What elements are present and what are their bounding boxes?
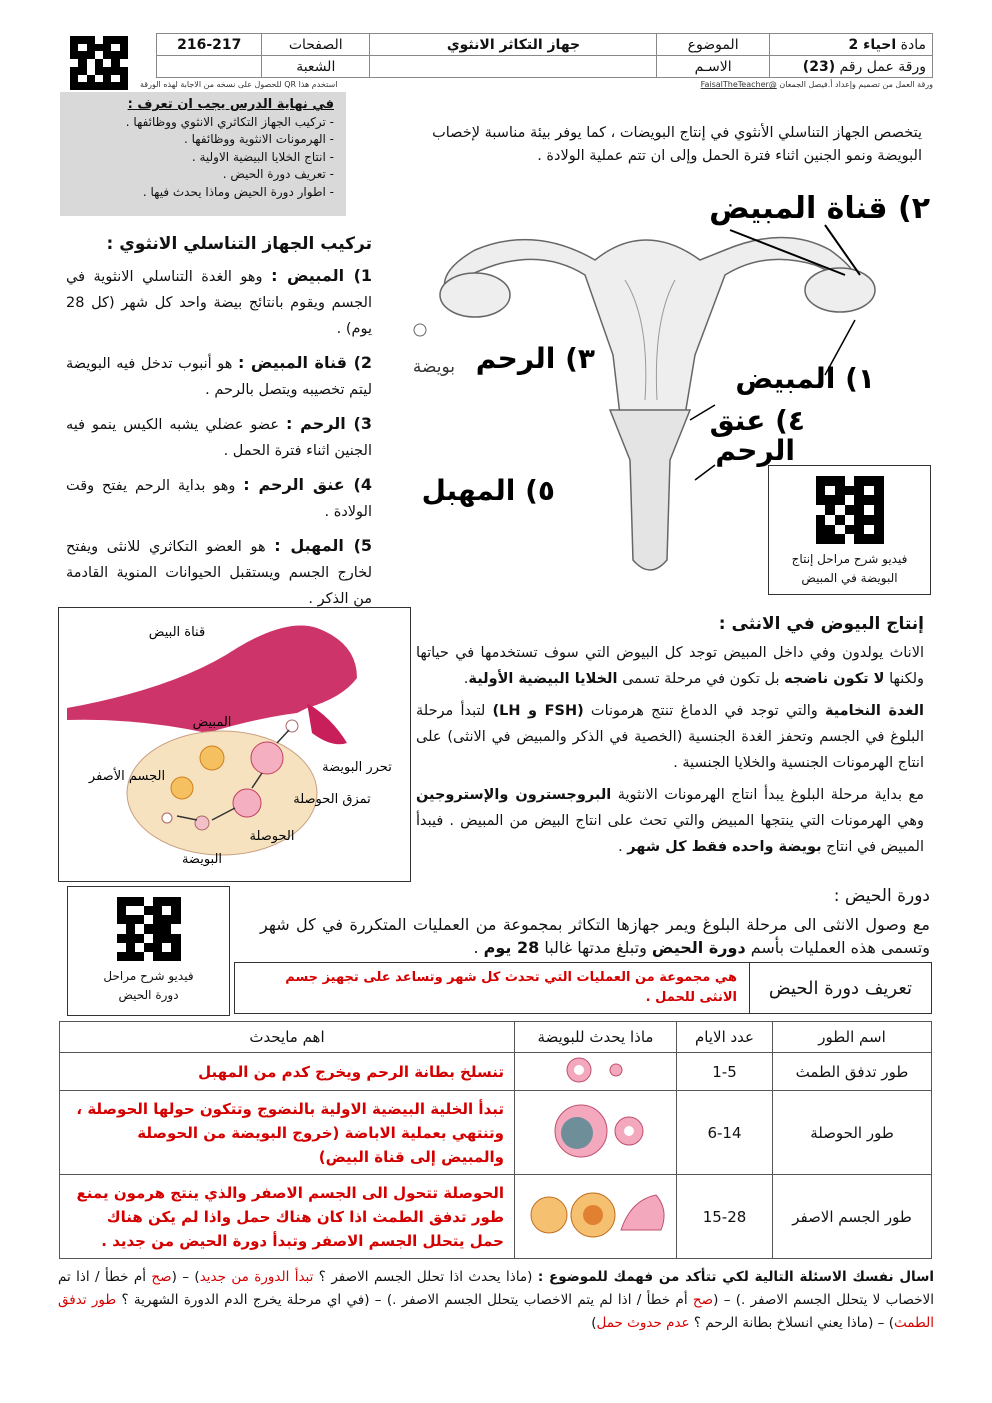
- name-field[interactable]: [370, 56, 657, 78]
- qr-video-box-1: [768, 465, 931, 595]
- answer: طور تدفق الطمث: [58, 1292, 934, 1331]
- objective-item: - تعريف دورة الحيض .: [222, 167, 334, 181]
- intro-line: يتخصص الجهاز التناسلي الأنثوي في إنتاج البويضات ، كما يوفر بيئة مناسبة لإخصاب: [432, 125, 922, 141]
- video-qr-code[interactable]: [117, 897, 181, 961]
- structure-item: 4) عنق الرحم : وهو بداية الرحم يفتح وقت الولادة .: [66, 475, 372, 520]
- egg-paragraph: الغدة النخامية والتي توجد في الدماغ تنتج هرمونات (FSH و LH) لتبدأ مرحلة البلوغ في الجسم وتحفز الغدة الجنسية (الخصية في الذكر والمبيض في الانثى) على انتاج الهرمونات الجنسية والخلايا الجنسية .: [416, 703, 925, 771]
- structure-item: 2) قناة المبيض : هو أنبوب تدخل فيه البويضة ليتم تخصيبه ويتصل بالرحم .: [66, 353, 373, 398]
- phase-event: الحوصلة تتحول الى الجسم الاصفر والذي ينتج هرمون يمنع طور تدفق الطمث اذا كان هناك حمل واذا لم يكن هناك حمل يتحلل الجسم الاصفر وتبدأ دورة الحيض من جديد .: [60, 1175, 515, 1259]
- label-uterus: ٣) الرحم: [475, 342, 595, 375]
- credit-handle[interactable]: @FaisalTheTeacher: [700, 80, 777, 89]
- objective-item: - اطوار دورة الحيض وماذا يحدث فيها .: [142, 184, 334, 199]
- objectives-title: في نهاية الدرس يجب ان تعرف :: [127, 97, 334, 112]
- egg-paragraph: الاناث يولدون وفي داخل المبيض توجد كل البيوض التي سوف تستخدمها في حياتها ولكنها لا تكون ناضجه بل تكون في مرحلة تسمى الخلايا البيضية الأولية.: [416, 645, 924, 687]
- name-label: الاسـم: [657, 56, 769, 78]
- table-row: [60, 1091, 932, 1175]
- ovary-cycle-diagram: [58, 608, 410, 882]
- phase-name: طور تدفق الطمث: [773, 1053, 932, 1091]
- topic-label: الموضوع: [657, 34, 769, 56]
- definition-label: تعريف دورة الحيض: [750, 963, 932, 1014]
- egg-illustration: [551, 1055, 641, 1085]
- label-egg: البويضة: [181, 852, 223, 867]
- answer: صح: [151, 1269, 172, 1285]
- objective-item: - تركيب الجهاز التكاثري الانثوي ووظائفها .: [125, 114, 334, 129]
- subject-cell: مادة احياء 2: [769, 34, 932, 56]
- label-follicle-rupture: تمزق الحوصلة: [293, 792, 371, 807]
- cycle-intro: مع وصول الانثى الى مرحلة البلوغ ويمر جهازها التكاثر بمجموعة من العمليات المتكررة في كل شهر وتسمى هذه العمليات بأسم دورة الحيض وتبلغ مدتها غالبا 28 يوم .: [260, 915, 930, 957]
- col-header: ماذا يحدث للبويضة: [515, 1022, 677, 1053]
- cycle-title: دورة الحيض :: [833, 886, 930, 906]
- qr-video-caption: فيديو شرح مراحل إنتاج البويضة في المبيض: [791, 552, 908, 585]
- objectives-box: [60, 92, 346, 216]
- phase-days: 6-14: [677, 1091, 773, 1175]
- intro-paragraph: [362, 122, 922, 168]
- col-header: عدد الايام: [677, 1022, 773, 1053]
- definition-text: هي مجموعة من العمليات التي تحدث كل شهر وتساعد على تجهيز جسم الانثى للحمل .: [235, 963, 750, 1014]
- cycle-phases-table: [59, 1021, 932, 1259]
- label-oviduct: ٢) قناة المبيض: [709, 191, 930, 226]
- follicle-illustration: [541, 1101, 651, 1161]
- phase-image: [515, 1053, 677, 1091]
- egg-paragraph: مع بداية مرحلة البلوغ يبدأ انتاج الهرمونات الانثوية البروجسترون والإستروجين وهي الهرمونات التي ينتجها المبيض والتي تحث على انتاج البيض من المبيض . فيبدأ المبيض في انتاج بويضة واحده فقط كل شهر .: [416, 787, 925, 855]
- structure-item: 3) الرحم : عضو عضلي يشبه الكيس ينمو فيه الجنين اثناء فترة الحمل .: [66, 414, 372, 459]
- topic-value: جهاز التكاثر الانثوي: [370, 34, 657, 56]
- label-cervix: الرحم: [715, 434, 795, 467]
- egg-production-title: إنتاج البيوض في الانثى :: [718, 614, 924, 634]
- label-cervix: ٤) عنق: [709, 404, 805, 437]
- phase-days: 15-28: [677, 1175, 773, 1259]
- table-row: [60, 1053, 932, 1091]
- objective-item: - الهرمونات الانثوية ووظائفها .: [184, 132, 334, 146]
- label-follicle: الحوصلة: [249, 829, 295, 844]
- table-row: [60, 1175, 932, 1259]
- corpus-luteum-illustration: [521, 1185, 671, 1245]
- objective-item: - انتاج الخلايا البيضية الاولية .: [191, 149, 334, 164]
- questions-lead: اسال نفسك الاسئلة التالية لكي تتأكد من فهمك للموضوع :: [537, 1269, 935, 1285]
- answer: تبدأ الدورة من جديد: [199, 1269, 314, 1285]
- qr-note: استخدم هذا QR للحصول على نسخه من الاجابة لهذه الورقة: [140, 80, 338, 89]
- col-header: اسم الطور: [773, 1022, 932, 1053]
- structure-item: 1) المبيض : وهو الغدة التناسلي الانثوية في الجسم ويقوم بانتائج بيضة واحد كل شهر (كل 28 يوم) .: [66, 266, 373, 337]
- structure-list: [66, 263, 372, 612]
- answer: عدم حدوث حمل: [596, 1315, 690, 1331]
- label-egg: بويضة: [412, 357, 455, 377]
- structure-title: تركيب الجهاز التناسلي الانثوي :: [106, 234, 372, 254]
- phase-days: 1-5: [677, 1053, 773, 1091]
- label-corpus-luteum: الجسم الأصفر: [88, 769, 166, 784]
- worksheet-cell: ورقة عمل رقم (23): [769, 56, 932, 78]
- pages-value: 216-217: [157, 34, 262, 56]
- qr-video-caption: فيديو شرح مراحل دورة الحيض: [103, 969, 194, 1002]
- col-header: اهم مايحدث: [60, 1022, 515, 1053]
- structure-item: 5) المهبل : هو العضو التكاثري للانثى ويفتح لخارج الجسم ويستقبل الحيوانات المنوية القادمة من الذكر .: [66, 536, 373, 607]
- pages-label: الصفحات: [262, 34, 370, 56]
- cycle-definition: [234, 962, 932, 1014]
- label-ovary: المبيض: [192, 715, 232, 730]
- label-ovary: ١) المبيض: [735, 362, 875, 395]
- ovary-diagram-frame: [58, 607, 411, 882]
- answer: صح: [692, 1292, 714, 1308]
- answer-qr-code[interactable]: [70, 36, 128, 90]
- header-table: [60, 33, 933, 78]
- phase-image: [515, 1091, 677, 1175]
- qr-video-box-2: [67, 886, 230, 1016]
- section-label: الشعبة: [262, 56, 370, 78]
- phase-event: تبدأ الخلية البيضية الاولية بالنضوج وتتكون حولها الحوصلة ، وتنتهي بعملية الاباضة (خروج البويضة من الحوصلة والمبيض إلى قناة البيض): [60, 1091, 515, 1175]
- intro-line: البويضة ونمو الجنين اثناء فترة الحمل وإلى ان تتم عملية الولادة .: [537, 148, 922, 164]
- phase-name: طور الجسم الاصفر: [773, 1175, 932, 1259]
- egg-production-text: [416, 640, 924, 860]
- self-check-questions: اسال نفسك الاسئلة التالية لكي تتأكد من فهمك للموضوع : (ماذا يحدث اذا تحلل الجسم الاصفر ؟ تبدأ الدورة من جديد) – (صح أم خطأ / اذا تم الاخصاب لا يتحلل الجسم الاصفر .) – (صح أم خطأ / اذا لم يتم الاخصاب يتحلل الجسم الاصفر .) – (في اي مرحلة يخرج الدم الدورة الشهرية ؟ طور تدفق الطمث) – (ماذا يعني انسلاخ بطانة الرحم ؟ عدم حدوث حمل): [58, 1269, 935, 1331]
- section-field[interactable]: [157, 56, 262, 78]
- credit-line: ورقة العمل من تصميم وإعداد أ.فيصل الجمعان @FaisalTheTeacher: [700, 80, 933, 89]
- phase-event: تنسلخ بطانة الرحم ويخرج كدم من المهبل: [60, 1053, 515, 1091]
- phase-name: طور الحوصلة: [773, 1091, 932, 1175]
- label-egg-release: تحرر البويضة: [322, 760, 392, 775]
- video-qr-code[interactable]: [816, 476, 884, 544]
- label-oviduct: قناة البيض: [148, 625, 206, 640]
- label-vagina: ٥) المهبل: [421, 474, 555, 507]
- phase-image: [515, 1175, 677, 1259]
